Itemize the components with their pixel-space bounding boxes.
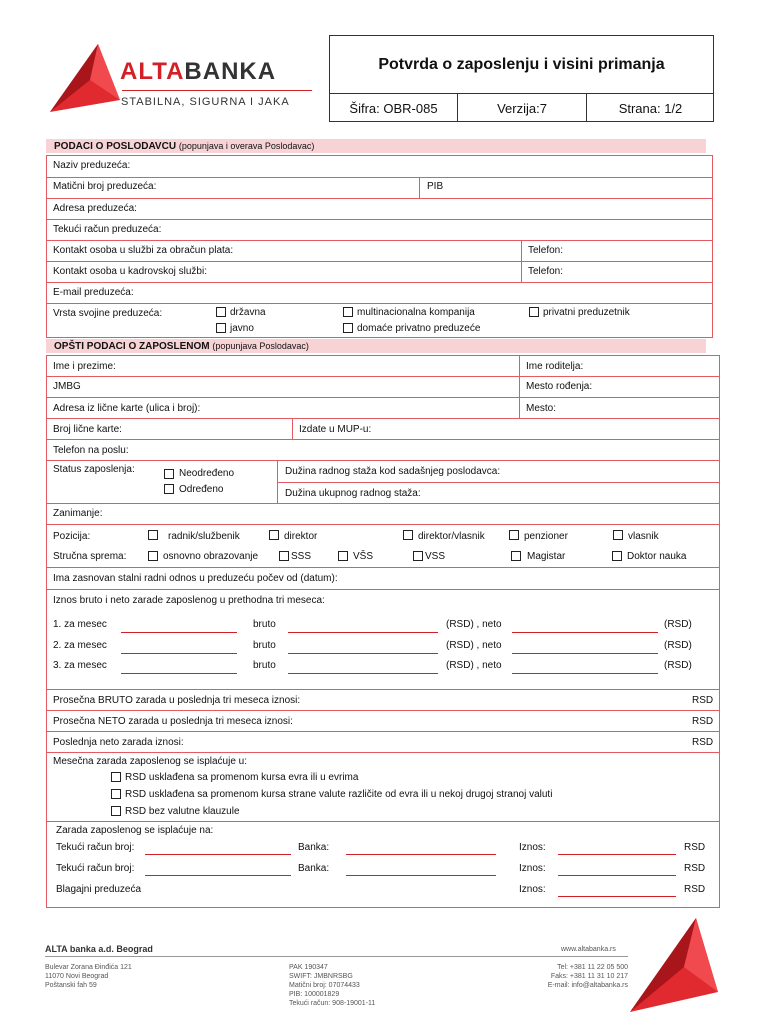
bank-1-input[interactable] — [346, 854, 496, 855]
status-permanent-label: Neodređeno — [179, 468, 235, 479]
footer-contact: Tel: +381 11 22 05 500 Faks: +381 11 31 10 217 E-mail: info@altabanka.rs — [547, 964, 628, 989]
footer-website[interactable]: www.altabanka.rs — [561, 946, 616, 953]
net-1-input[interactable] — [512, 632, 658, 633]
section-employee-note: (popunjava Poslodavac) — [212, 341, 309, 351]
gross-1-label: bruto — [253, 619, 276, 630]
gross-3-label: bruto — [253, 660, 276, 671]
document-title: Potvrda o zaposlenju i visini primanja — [330, 36, 713, 94]
net-2-input[interactable] — [512, 653, 658, 654]
education-sss-checkbox[interactable] — [279, 551, 289, 561]
ownership-domestic-private-checkbox[interactable] — [343, 323, 353, 333]
account-2-input[interactable] — [145, 875, 291, 876]
ownership-label: Vrsta svojine preduzeća: — [53, 308, 163, 319]
avg-net-field[interactable]: Prosečna NETO zarada u poslednja tri meseca iznosi: — [53, 716, 293, 727]
logo-banka: BANKA — [184, 58, 277, 85]
amount-3-input[interactable] — [558, 896, 676, 897]
bank-2-input[interactable] — [346, 875, 496, 876]
logo-wordmark — [120, 58, 276, 86]
jmbg-field[interactable]: JMBG — [53, 381, 81, 392]
last-net-field[interactable]: Poslednja neto zarada iznosi: — [53, 737, 184, 748]
net-3-label: (RSD) , neto — [446, 660, 502, 671]
avg-net-currency: RSD — [692, 716, 714, 727]
ownership-public-label: javno — [230, 323, 254, 334]
account-1-input[interactable] — [145, 854, 291, 855]
company-address-field[interactable]: Adresa preduzeća: — [53, 203, 137, 214]
education-primary-checkbox[interactable] — [148, 551, 158, 561]
position-director-owner-label: direktor/vlasnik — [418, 531, 485, 542]
status-fixed-term-label: Određeno — [179, 484, 224, 495]
section-employer-title: PODACI O POSLODAVCU — [54, 141, 177, 152]
net-3-currency: (RSD) — [664, 660, 692, 671]
position-pensioner-checkbox[interactable] — [509, 530, 519, 540]
account-2-label: Tekući račun broj: — [56, 863, 135, 874]
company-name-field[interactable]: Naziv preduzeća: — [53, 160, 131, 171]
employee-name-field[interactable]: Ime i prezime: — [53, 361, 116, 372]
work-phone-field[interactable]: Telefon na poslu: — [53, 445, 129, 456]
net-3-input[interactable] — [512, 673, 658, 674]
education-masters-checkbox[interactable] — [511, 551, 521, 561]
position-director-label: direktor — [284, 531, 318, 542]
ownership-public-checkbox[interactable] — [216, 323, 226, 333]
registration-number-field[interactable]: Matični broj preduzeća: — [53, 181, 157, 192]
education-vss-two-label: VŠS — [353, 551, 374, 562]
account-1-label: Tekući račun broj: — [56, 842, 135, 853]
paid-in-eur-label: RSD usklađena sa promenom kursa evra ili u evrima — [125, 772, 359, 783]
document-version: Verzija:7 — [458, 94, 587, 122]
month-2-input[interactable] — [121, 653, 237, 654]
amount-3-currency: RSD — [684, 884, 706, 895]
gross-2-label: bruto — [253, 640, 276, 651]
document-page: Strana: 1/2 — [618, 100, 683, 116]
ownership-multinational-label: multinacionalna kompanija — [357, 307, 475, 318]
status-fixed-term-checkbox[interactable] — [164, 484, 174, 494]
cash-label: Blagajni preduzeća — [56, 884, 142, 895]
month-3-label: 3. za mesec — [53, 660, 107, 671]
avg-gross-currency: RSD — [692, 695, 714, 706]
position-owner-checkbox[interactable] — [613, 530, 623, 540]
amount-3-label: Iznos: — [519, 884, 546, 895]
month-1-label: 1. za mesec — [53, 619, 107, 630]
pib-field[interactable]: PIB — [427, 181, 444, 192]
month-3-input[interactable] — [121, 673, 237, 674]
education-doctorate-checkbox[interactable] — [612, 551, 622, 561]
id-number-field[interactable]: Broj lične karte: — [53, 424, 122, 435]
education-vss-checkbox[interactable] — [413, 551, 423, 561]
logo-triangle-icon — [42, 40, 122, 118]
employment-status-label: Status zaposlenja: — [53, 464, 135, 475]
footer-address: Bulevar Zorana Đinđića 121 11070 Novi Beograd Poštanski fah 59 — [45, 964, 132, 989]
paid-in-other-currency-label: RSD usklađena sa promenom kursa strane valute različite od evra ili u nekoj drugoj stranoj valuti — [125, 789, 553, 800]
footer-bank-name: ALTA banka a.d. Beograd — [45, 944, 153, 954]
position-pensioner-label: penzioner — [524, 531, 568, 542]
paid-in-rsd-checkbox[interactable] — [111, 806, 121, 816]
service-current-field[interactable]: Dužina radnog staža kod sadašnjeg poslodavca: — [285, 466, 501, 477]
document-header — [329, 35, 714, 122]
last-net-currency: RSD — [692, 737, 714, 748]
hr-phone-field[interactable]: Telefon: — [528, 266, 564, 277]
permanent-since-field[interactable]: Ima zasnovan stalni radni odnos u preduzeću počev od (datum): — [53, 573, 338, 584]
paid-to-label: Zarada zaposlenog se isplaćuje na: — [56, 825, 214, 836]
position-owner-label: vlasnik — [628, 531, 659, 542]
occupation-field[interactable]: Zanimanje: — [53, 508, 103, 519]
education-vss-label: VSS — [425, 551, 446, 562]
salary-intro: Iznos bruto i neto zarade zaposlenog u prethodna tri meseca: — [53, 595, 325, 606]
position-clerk-checkbox[interactable] — [148, 530, 158, 540]
payroll-contact-field[interactable]: Kontakt osoba u službi za obračun plata: — [53, 245, 234, 256]
position-clerk-label: radnik/službenik — [168, 531, 240, 542]
ownership-domestic-private-label: domaće privatno preduzeće — [357, 323, 481, 334]
amount-1-input[interactable] — [558, 854, 676, 855]
bank-1-label: Banka: — [298, 842, 330, 853]
ownership-private-entrepreneur-checkbox[interactable] — [529, 307, 539, 317]
paid-in-other-currency-checkbox[interactable] — [111, 789, 121, 799]
ownership-multinational-checkbox[interactable] — [343, 307, 353, 317]
ownership-state-label: državna — [230, 307, 266, 318]
gross-3-input[interactable] — [288, 673, 438, 674]
issued-by-field[interactable]: Izdate u MUP-u: — [299, 424, 372, 435]
document-code: Šifra: OBR-085 — [330, 94, 458, 122]
footer-registration: PAK 190347 SWIFT: JMBNRSBG Matični broj: 07074433 PIB: 100001829 Tekući račun: 908-19001-11 — [289, 964, 376, 1007]
ownership-private-entrepreneur-label: privatni preduzetnik — [543, 307, 630, 318]
logo-tagline: STABILNA, SIGURNA I JAKA — [121, 96, 290, 108]
amount-2-label: Iznos: — [519, 863, 546, 874]
section-employee-title: OPŠTI PODACI O ZAPOSLENOM — [54, 341, 210, 352]
education-vss-two-checkbox[interactable] — [338, 551, 348, 561]
birthplace-field[interactable]: Mesto rođenja: — [526, 381, 593, 392]
net-2-label: (RSD) , neto — [446, 640, 502, 651]
education-label: Stručna sprema: — [53, 551, 127, 562]
paid-in-rsd-label: RSD bez valutne klauzule — [125, 806, 240, 817]
education-masters-label: Magistar — [527, 551, 566, 562]
avg-gross-field[interactable]: Prosečna BRUTO zarada u poslednja tri meseca iznosi: — [53, 695, 301, 706]
education-doctorate-label: Doktor nauka — [627, 551, 687, 562]
month-1-input[interactable] — [121, 632, 237, 633]
position-label: Pozicija: — [53, 531, 91, 542]
education-sss-label: SSS — [291, 551, 312, 562]
paid-in-label: Mesečna zarada zaposlenog se isplaćuje u: — [53, 756, 248, 767]
city-field[interactable]: Mesto: — [526, 403, 557, 414]
month-2-label: 2. za mesec — [53, 640, 107, 651]
amount-2-input[interactable] — [558, 875, 676, 876]
hr-contact-field[interactable]: Kontakt osoba u kadrovskoj službi: — [53, 266, 207, 277]
amount-1-label: Iznos: — [519, 842, 546, 853]
net-1-label: (RSD) , neto — [446, 619, 502, 630]
id-address-field[interactable]: Adresa iz lične karte (ulica i broj): — [53, 403, 201, 414]
company-account-field[interactable]: Tekući račun preduzeća: — [53, 224, 162, 235]
gross-2-input[interactable] — [288, 653, 438, 654]
education-primary-label: osnovno obrazovanje — [163, 551, 259, 562]
position-director-owner-checkbox[interactable] — [403, 530, 413, 540]
gross-1-input[interactable] — [288, 632, 438, 633]
paid-in-eur-checkbox[interactable] — [111, 772, 121, 782]
amount-2-currency: RSD — [684, 863, 706, 874]
position-director-checkbox[interactable] — [269, 530, 279, 540]
logo-alta: ALTA — [120, 58, 185, 85]
service-total-field[interactable]: Dužina ukupnog radnog staža: — [285, 488, 421, 499]
net-1-currency: (RSD) — [664, 619, 692, 630]
payroll-phone-field[interactable]: Telefon: — [528, 245, 564, 256]
net-2-currency: (RSD) — [664, 640, 692, 651]
footer-triangle-icon — [626, 912, 722, 1018]
amount-1-currency: RSD — [684, 842, 706, 853]
ownership-state-checkbox[interactable] — [216, 307, 226, 317]
company-email-field[interactable]: E-mail preduzeća: — [53, 287, 134, 298]
parent-name-field[interactable]: Ime roditelja: — [526, 361, 584, 372]
status-permanent-checkbox[interactable] — [164, 469, 174, 479]
bank-2-label: Banka: — [298, 863, 330, 874]
section-employer-note: (popunjava i overava Poslodavac) — [178, 141, 315, 151]
